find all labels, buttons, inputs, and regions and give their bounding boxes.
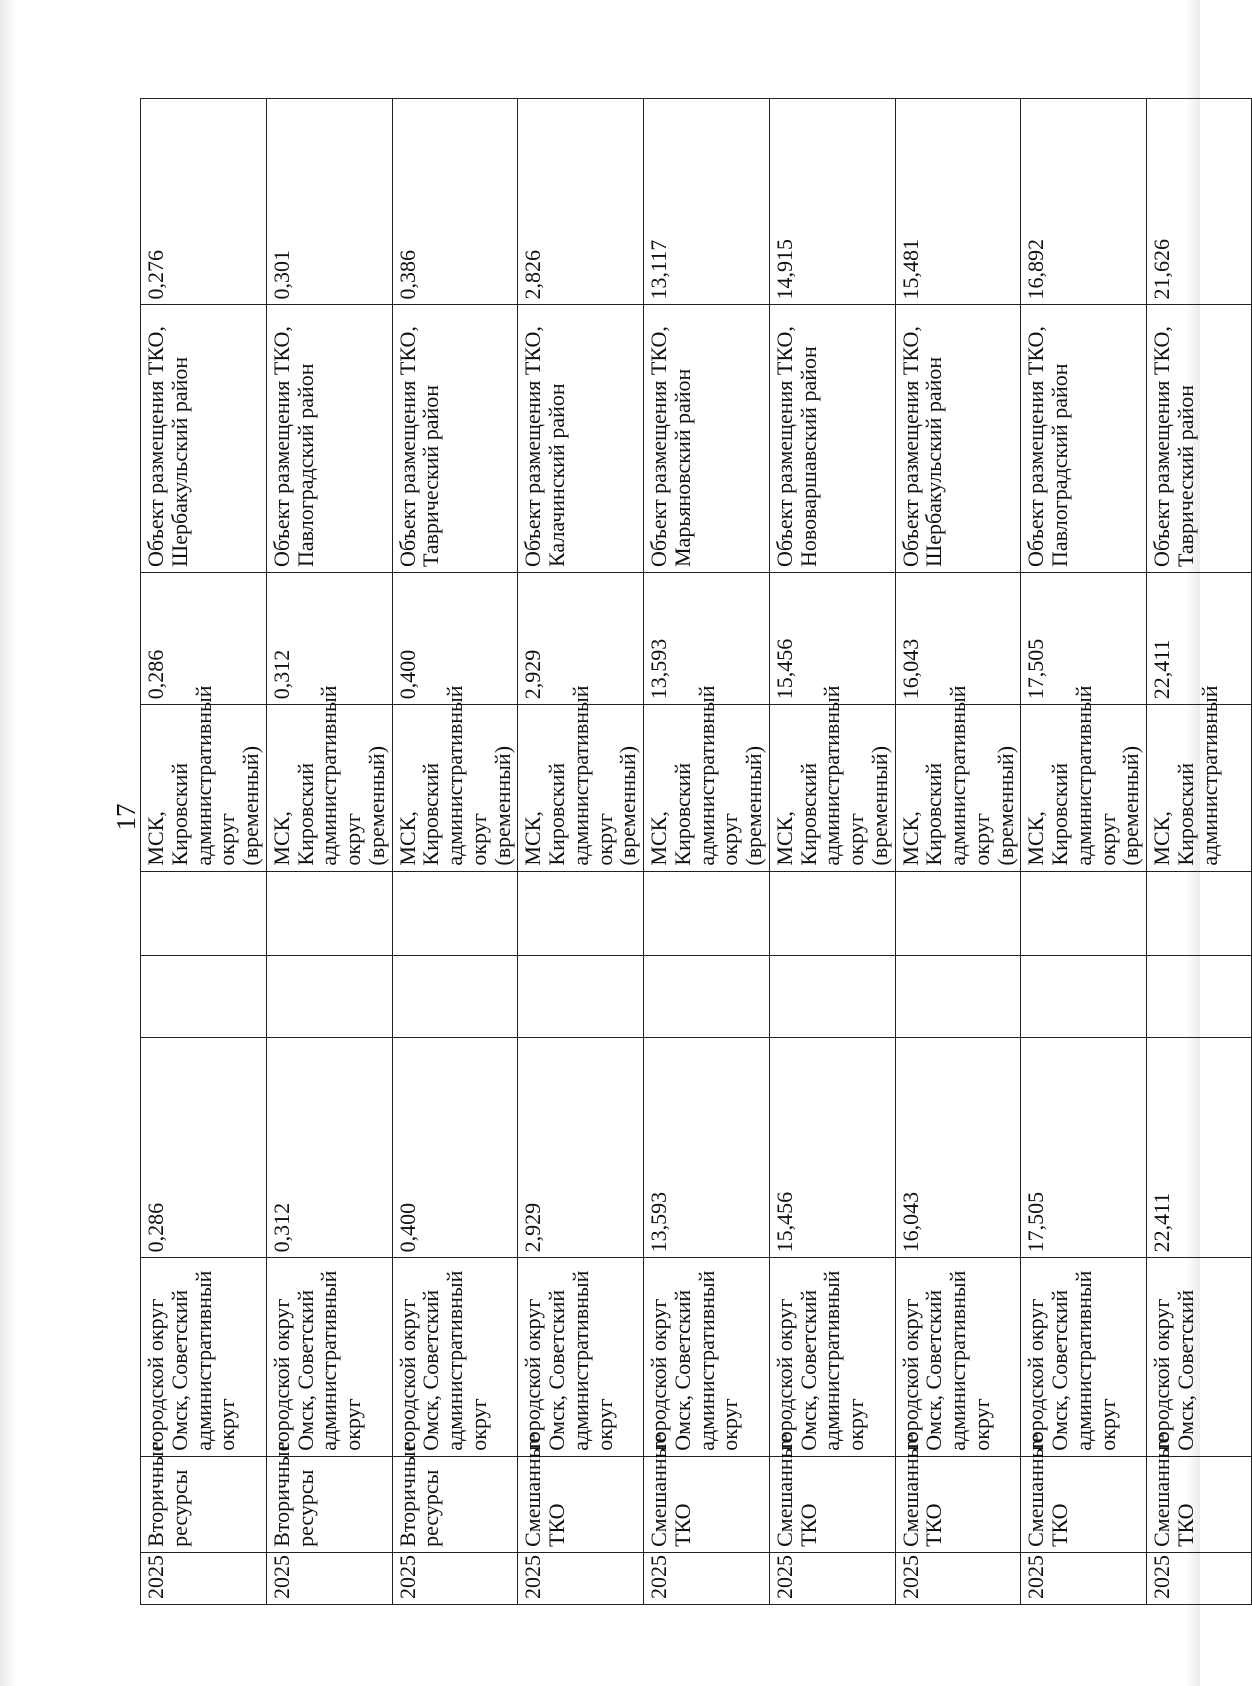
cell-empty-1 [895,955,1021,1037]
cell-destination: МСК, Кировский административный округ (временный) [392,705,518,871]
cell-waste-type: Вторичные ресурсы [141,1456,267,1552]
cell-year: 2025 [518,1552,644,1604]
table-row [1021,99,1147,1605]
cell-empty-2 [895,871,1021,955]
table-row [392,99,518,1605]
cell-empty-1 [1147,955,1252,1037]
cell-mass: 17,505 [1021,1037,1147,1257]
cell-destination: МСК, Кировский административный [1147,705,1252,871]
cell-source: городской округ Омск, Советский административный округ [518,1258,644,1456]
cell-year: 2025 [895,1552,1021,1604]
cell-destination-mass: 0,286 [141,573,267,705]
cell-object: Объект размещения ТКО, Марьяновский район [644,305,770,573]
cell-object: Объект размещения ТКО, Шербакульский район [895,305,1021,573]
cell-source: городской округ Омск, Советский [1147,1258,1252,1456]
cell-empty-1 [518,955,644,1037]
cell-destination: МСК, Кировский административный округ (временный) [518,705,644,871]
cell-object-mass: 13,117 [644,99,770,305]
cell-destination: МСК, Кировский административный округ (временный) [141,705,267,871]
cell-waste-type: Смешанные ТКО [895,1456,1021,1552]
cell-mass: 0,286 [141,1037,267,1257]
table-row [769,99,895,1605]
cell-empty-2 [769,871,895,955]
cell-destination-mass: 22,411 [1147,573,1252,705]
cell-object-mass: 0,386 [392,99,518,305]
cell-mass: 0,400 [392,1037,518,1257]
cell-source: городской округ Омск, Советский административный округ [769,1258,895,1456]
table-row [1147,99,1252,1605]
cell-object-mass: 21,626 [1147,99,1252,305]
cell-waste-type: Смешанные ТКО [1021,1456,1147,1552]
cell-destination: МСК, Кировский административный округ (временный) [769,705,895,871]
cell-empty-2 [266,871,392,955]
page-number: 17 [111,803,141,831]
table-row [518,99,644,1605]
waste-flow-table [140,98,1252,1605]
cell-year: 2025 [266,1552,392,1604]
document-table-rotated [140,98,1222,1605]
cell-waste-type: Смешанные ТКО [518,1456,644,1552]
cell-empty-1 [141,955,267,1037]
cell-empty-1 [392,955,518,1037]
cell-source: городской округ Омск, Советский административный округ [644,1258,770,1456]
cell-waste-type: Вторичные ресурсы [392,1456,518,1552]
cell-object: Объект размещения ТКО, Павлоградский район [1021,305,1147,573]
cell-year: 2025 [141,1552,267,1604]
document-table-wrapper [140,98,1222,1605]
cell-destination-mass: 0,400 [392,573,518,705]
cell-destination-mass: 15,456 [769,573,895,705]
cell-mass: 0,312 [266,1037,392,1257]
cell-object-mass: 15,481 [895,99,1021,305]
cell-waste-type: Смешанные ТКО [1147,1456,1252,1552]
cell-object-mass: 14,915 [769,99,895,305]
cell-empty-2 [644,871,770,955]
scan-edge-left [0,0,16,1686]
cell-year: 2025 [392,1552,518,1604]
cell-destination-mass: 2,929 [518,573,644,705]
cell-destination: МСК, Кировский административный округ (временный) [895,705,1021,871]
cell-mass: 15,456 [769,1037,895,1257]
cell-year: 2025 [1021,1552,1147,1604]
cell-object-mass: 0,301 [266,99,392,305]
cell-object: Объект размещения ТКО, Шербакульский район [141,305,267,573]
cell-destination: МСК, Кировский административный округ (временный) [644,705,770,871]
cell-destination-mass: 0,312 [266,573,392,705]
cell-source: городской округ Омск, Советский административный округ [392,1258,518,1456]
cell-destination-mass: 16,043 [895,573,1021,705]
cell-source: городской округ Омск, Советский административный округ [141,1258,267,1456]
cell-empty-2 [1021,871,1147,955]
cell-mass: 16,043 [895,1037,1021,1257]
cell-year: 2025 [769,1552,895,1604]
cell-empty-2 [392,871,518,955]
cell-empty-1 [266,955,392,1037]
cell-mass: 22,411 [1147,1037,1252,1257]
table-row [895,99,1021,1605]
table-row [141,99,267,1605]
cell-waste-type: Смешанные ТКО [644,1456,770,1552]
cell-empty-1 [1021,955,1147,1037]
table-row [266,99,392,1605]
cell-object-mass: 16,892 [1021,99,1147,305]
cell-object: Объект размещения ТКО, Павлоградский район [266,305,392,573]
cell-mass: 13,593 [644,1037,770,1257]
cell-waste-type: Смешанные ТКО [769,1456,895,1552]
cell-object-mass: 2,826 [518,99,644,305]
cell-source: городской округ Омск, Советский административный округ [1021,1258,1147,1456]
cell-object: Объект размещения ТКО, Калачинский район [518,305,644,573]
cell-object: Объект размещения ТКО, Нововаршавский район [769,305,895,573]
cell-destination-mass: 13,593 [644,573,770,705]
cell-empty-1 [644,955,770,1037]
cell-source: городской округ Омск, Советский административный округ [895,1258,1021,1456]
cell-destination-mass: 17,505 [1021,573,1147,705]
cell-empty-1 [769,955,895,1037]
cell-destination: МСК, Кировский административный округ (временный) [1021,705,1147,871]
cell-empty-2 [141,871,267,955]
cell-destination: МСК, Кировский административный округ (временный) [266,705,392,871]
cell-object: Объект размещения ТКО, Таврический район [1147,305,1252,573]
table-row [644,99,770,1605]
cell-object-mass: 0,276 [141,99,267,305]
cell-waste-type: Вторичные ресурсы [266,1456,392,1552]
cell-year: 2025 [644,1552,770,1604]
cell-mass: 2,929 [518,1037,644,1257]
cell-year: 2025 [1147,1552,1252,1604]
cell-source: городской округ Омск, Советский административный округ [266,1258,392,1456]
cell-object: Объект размещения ТКО, Таврический район [392,305,518,573]
cell-empty-2 [518,871,644,955]
cell-empty-2 [1147,871,1252,955]
